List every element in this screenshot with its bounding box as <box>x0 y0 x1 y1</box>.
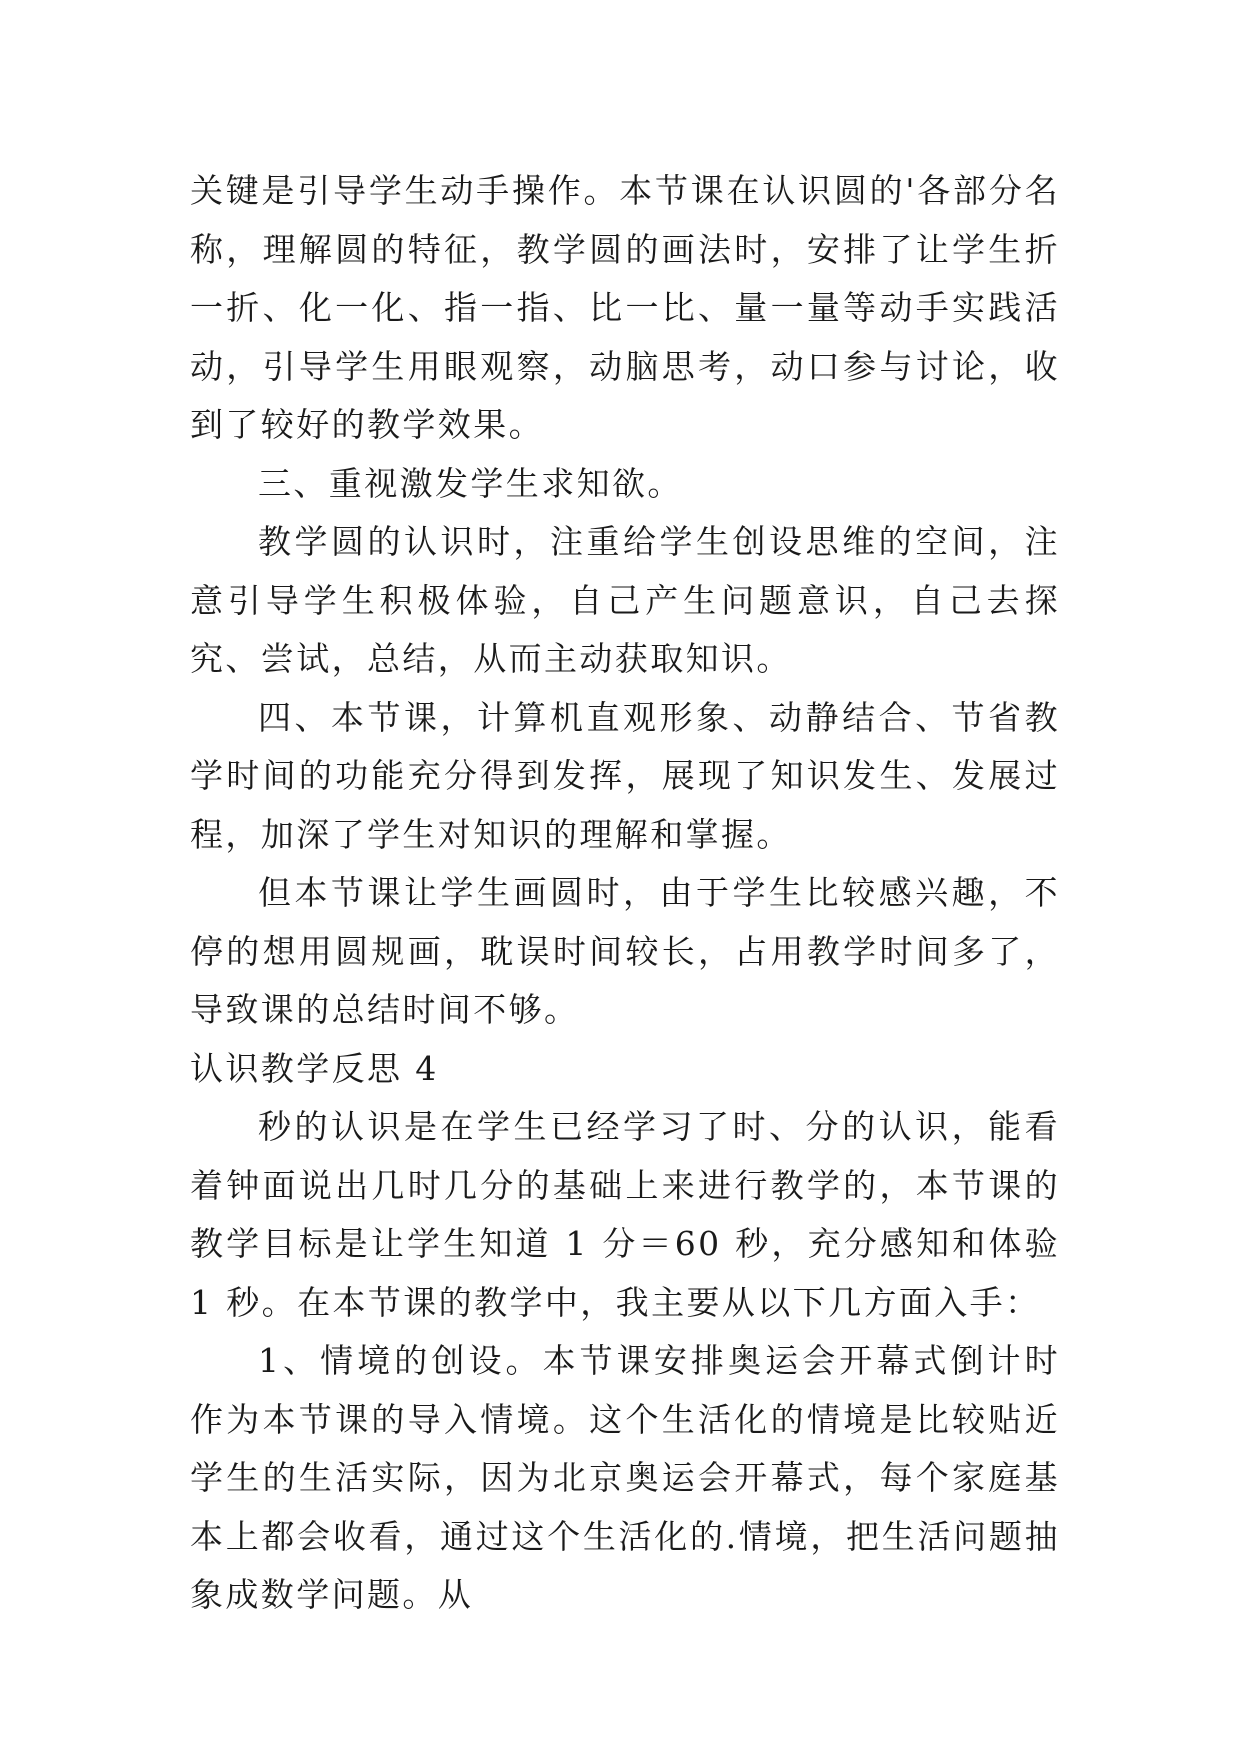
section-heading-four: 四、本节课，计算机直观形象、动静结合、节省教学时间的功能充分得到发挥，展现了知识发生、发展过程，加深了学生对知识的理解和掌握。 <box>190 697 1060 854</box>
paragraph-seconds-intro: 秒的认识是在学生已经学习了时、分的认识，能看着钟面说出几时几分的基础上来进行教学的，本节课的教学目标是让学生知道 1 分＝60 秒，充分感知和体验 1 秒。在本节课的教学中，我主要从以下几方面入手： <box>190 1107 1060 1322</box>
article-title: 认识教学反思 4 <box>190 1048 439 1088</box>
section-heading-three: 三、重视激发学生求知欲。 <box>258 463 683 503</box>
paragraph-continuation: 关键是引导学生动手操作。本节课在认识圆的'各部分名称，理解圆的特征，教学圆的画法时，安排了让学生折一折、化一化、指一指、比一比、量一量等动手实践活动，引导学生用眼观察，动脑思考，动口参与讨论，收到了较好的教学效果。 <box>190 171 1060 444</box>
paragraph-situation: 1、情境的创设。本节课安排奥运会开幕式倒计时作为本节课的导入情境。这个生活化的情境是比较贴近学生的生活实际，因为北京奥运会开幕式，每个家庭基本上都会收看，通过这个生活化的.情境，把生活问题抽象成数学问题。从 <box>190 1341 1060 1614</box>
paragraph-creating-space: 教学圆的认识时，注重给学生创设思维的空间，注意引导学生积极体验，自己产生问题意识，自己去探究、尝试，总结，从而主动获取知识。 <box>190 522 1060 678</box>
paragraph-shortcoming: 但本节课让学生画圆时，由于学生比较感兴趣，不停的想用圆规画，耽误时间较长，占用教学时间多了，导致课的总结时间不够。 <box>190 873 1060 1029</box>
document-body <box>190 162 1060 1625</box>
